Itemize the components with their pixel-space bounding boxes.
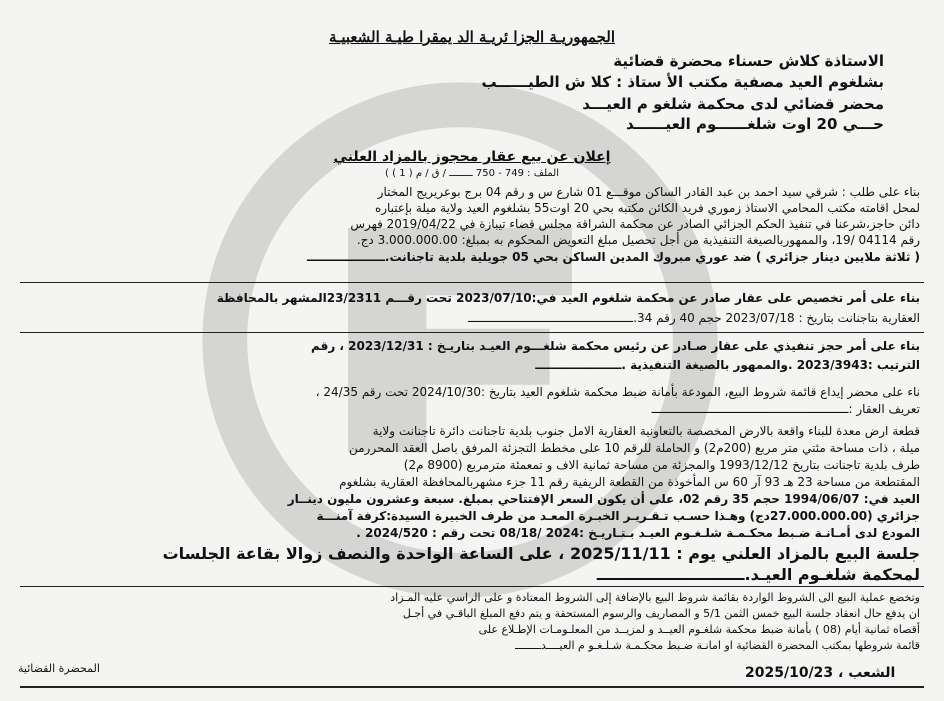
signature: المحضرة القضائية [18, 662, 100, 675]
footer-source: الشعب ، 2025/10/23 [745, 665, 896, 681]
body-line: العقارية بتاجنانت بتاريخ : 2023/07/18 حجم 40 رقم 34.ـــــــــــــــــــــــــــــــــــــــــــــــ [467, 311, 920, 325]
body-line: بناء على أمر حجز تنفيذي على عقار صـادر عن رئيس محكمة شلغـــوم العيـد بتاريـخ : 2023/12/31 ، رقم [311, 339, 920, 353]
body-line: قائمة شروطها بمكتب المحضرة القضائية او امانـة ضـبط محكـمـة شـلـغـو م العيــــدــــــــ [515, 639, 920, 652]
body-line: لمحكمة شلغـوم العيـد.ـــــــــــــــــــــــــــ [596, 565, 920, 584]
body-line: وتخضع عملية البيع الى الشروط الواردة بقائمة شروط البيع بالإضافة إلى الشروط المعتادة و على الراسي عليه المـزاد [390, 591, 920, 604]
body-line: طرف بلدية تاجنانت بتاريخ 1993/12/12 والمجزئة من مساحة ثمانية الاف و تمعمئة مترمربع (8900 م2) [403, 458, 920, 472]
office-line-2: بشلغوم العيد مصفية مكتب الأ ستاذ : كلا ش الطيــــــب [481, 73, 884, 91]
body-line: بناء على أمر تخصيص على عقار صادر عن محكمة شلغوم العيد في:2023/07/10 تحت رقـــم 23/2311المشهر بالمحافظة [216, 291, 920, 305]
body-line: دائن حاجز،شرعنا في تنفيذ الحكم الجزائي الصادر عن محكمة الشراقة مجلس قضاء تيبازة في 2019/04/22 فهرس [350, 217, 920, 231]
newspaper-name: الشعب [848, 665, 896, 681]
body-line: ناء على محضر إيداع قائمة شروط البيع، المودعة بأمانة ضبط محكمة شلغوم العيد بتاريخ :2024/10/30 تحت رقم 24/35 ، [315, 385, 920, 399]
body-line: جلسة البيع بالمزاد العلني يوم : 2025/11/11 ، على الساعة الواحدة والنصف زوالا بقاعة الجلسات [162, 544, 920, 563]
body-line: العيد في: 1994/06/07 حجم 35 رقم 02، على أن يكون السعر الإفتتاحي بمبلغ. سبعة وعشرون مليون دينــار [287, 492, 920, 506]
divider [20, 332, 924, 333]
republic-header: الجمهوريـة الجزا ئريـة الد يمقرا طيـة الشعبيـة [328, 28, 616, 46]
body-line: لمحل اقامته مكتب المحامي الاستاذ زموري فريد الكائن مكتبه بحي 20 اوت55 بشلغوم العيد ولاية ميلة بإعتباره [374, 201, 920, 215]
body-line: تعريف العقار :ــــــــــــــــــــــــــــــــــــــــــــــــــــــــ [651, 402, 920, 416]
office-line-3: محضر قضائي لدى محكمة شلغو م العيـــد [582, 95, 884, 113]
body-line: رقم 04114 /19، والممهوربالصيغة التنفيذية من أجل تحصيل مبلغ التعويض المحكوم به بمبلغ: 3.000.000.00 دج. [356, 233, 920, 247]
body-line: بناء على طلب : شرقي سيد احمد بن عبد القادر الساكن موقـــع 01 شارع س و رقم 04 برج بوعريريج المختار [377, 185, 920, 199]
body-line: المقتطعة من مساحة 23 هـ 93 آر 60 س المأخوذة من القطعة الريفية رقم 11 جزء مشهربالمحافظة العقارية بشلغوم [339, 475, 920, 489]
body-line: ( ثلاثة ملايين دينار جزائري ) ضد عوري مبروك المدين الساكن بحي 05 جويلية بلدية تاجنانت.ـــــــــــــــــــ [306, 250, 920, 264]
body-line: ان يدفع حال انعقاد جلسة البيع خمس الثمن 5/1 و المصاريف والرسوم المستحقة و يتم دفع المبلغ الباقـي في أجـل [402, 607, 920, 620]
body-line: أقصاه ثمانية أيام (08 ) بأمانة ضبط محكمة شلغـوم العيــد و لمزيــد من المعلـومـات الإطـلاع على [478, 623, 920, 636]
file-reference: ( الملف : 749 - 750 ــــــــ / ق / م ( 1 ) [385, 168, 559, 179]
office-line-1: الاستاذة كلاش حسناء محضرة قضائية [613, 52, 884, 70]
publication-date: 2025/10/23 [745, 665, 834, 681]
announcement-title: إعلان عن بيع عقار محجوز بالمزاد العلني [333, 149, 611, 165]
body-line: الترتيب :2023/3943 .والممهور بالصيغة التنفيذية .ـــــــــــــــــــــ [535, 358, 920, 372]
body-line: ميلة ، ذات مساحة مئتي متر مربع (200م2) و الحاملة للرقم 10 على مخطط التجزئة المرفق باصل العقد المحررمن [348, 441, 920, 455]
body-line: جزائري (27.000.000.00دج) وهـذا حسـب تـقـريـر الخبـرة المعـد من طرف الخبيرة السيدة:كرفة آمنـــة [316, 509, 920, 523]
body-line: المودع لدى أمـانـة ضـبط محكـمـة شلـغـوم العيـد بـتـاريـخ :2024 /08/18 تحت رقم : 2024/520 . [356, 526, 920, 540]
office-line-4: حـــي 20 اوت شلغــــــوم العيــــــد [626, 115, 884, 133]
footer-rule [20, 686, 924, 688]
divider [20, 586, 924, 587]
body-line: قطعة ارض معدة للبناء واقعة بالارض المخصصة بالتعاونية العقارية الامل جنوب بلدية تاجنانت دائرة تاجنانت ولاية [372, 424, 920, 438]
divider [20, 282, 924, 283]
